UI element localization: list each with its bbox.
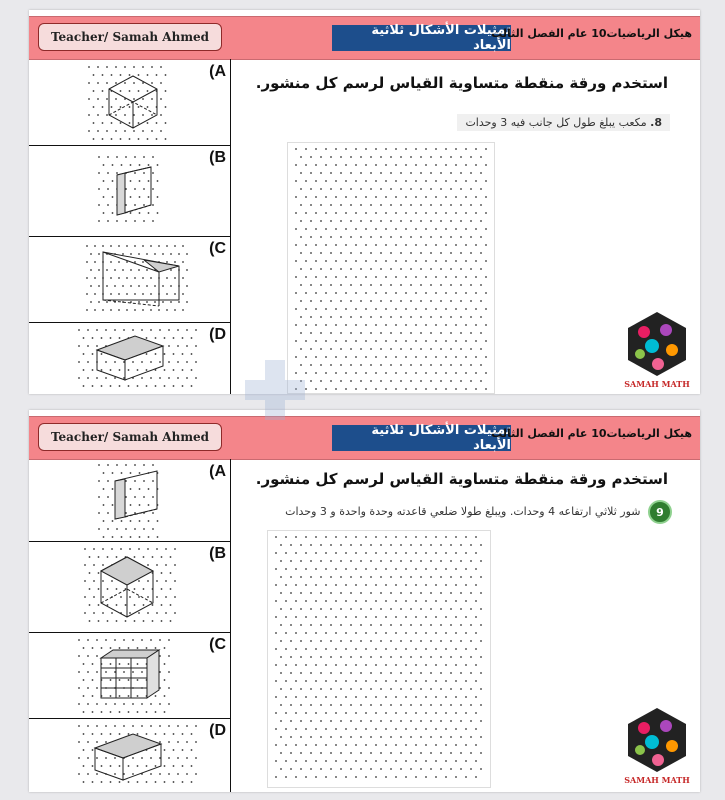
samah-math-logo (622, 310, 692, 390)
triangular-prism-small-icon (29, 145, 229, 236)
watermark-icon (245, 360, 305, 420)
option-label: (D (209, 722, 226, 739)
answer-options (29, 459, 231, 792)
question-text: مكعب يبلغ طول كل جانب فيه 3 وحدات (465, 116, 647, 129)
option-b[interactable] (29, 145, 230, 237)
option-label: (A (209, 63, 226, 80)
question-9 (285, 500, 672, 524)
option-label: (C (209, 240, 226, 257)
rectangular-prism-icon (29, 322, 229, 394)
option-label: (C (209, 636, 226, 653)
triangular-prism-small-icon (29, 459, 229, 541)
worksheet-card-1 (29, 10, 700, 394)
samah-math-logo (622, 706, 692, 786)
cube-icon (29, 541, 229, 632)
worksheet-card-2 (29, 410, 700, 792)
isometric-dot-grid[interactable] (267, 530, 491, 788)
cube-stack-icon (29, 632, 229, 718)
answer-options (29, 59, 231, 394)
topic-title: تمثيلات الأشكال ثلاثية الأبعاد (332, 25, 511, 51)
option-label: (B (209, 545, 226, 562)
logo-text: SAMAH MATH (624, 775, 690, 785)
course-title: هيكل الرياضيات10 عام الفصل الثالث (491, 427, 692, 440)
rectangular-prism-icon (29, 718, 229, 792)
option-b[interactable] (29, 541, 230, 633)
header-bar (29, 416, 700, 460)
isometric-dot-grid[interactable] (287, 142, 495, 394)
option-a[interactable] (29, 459, 230, 542)
option-c[interactable] (29, 236, 230, 323)
instruction-text: استخدم ورقة منقطة متساوية القياس لرسم كل منشور. (255, 74, 668, 92)
option-label: (D (209, 326, 226, 343)
question-text: شور ثلاثي ارتفاعه 4 وحدات. ويبلغ طولا ضلعي قاعدته وحدة واحدة و 3 وحدات (285, 505, 641, 518)
course-title: هيكل الرياضيات10 عام الفصل الثالث (491, 27, 692, 40)
header-bar (29, 16, 700, 60)
option-d[interactable] (29, 718, 230, 792)
question-8 (457, 114, 670, 131)
logo-text: SAMAH MATH (624, 379, 690, 389)
option-label: (B (209, 149, 226, 166)
option-label: (A (209, 463, 226, 480)
teacher-name: Teacher/ Samah Ahmed (38, 423, 222, 451)
option-a[interactable] (29, 59, 230, 146)
teacher-name: Teacher/ Samah Ahmed (38, 23, 222, 51)
option-d[interactable] (29, 322, 230, 394)
cube-icon (29, 59, 229, 145)
question-number: 8. (650, 116, 662, 129)
option-c[interactable] (29, 632, 230, 719)
triangular-prism-icon (29, 236, 229, 322)
instruction-text: استخدم ورقة منقطة متساوية القياس لرسم كل منشور. (255, 470, 668, 488)
topic-title: تمثيلات الأشكال ثلاثية الأبعاد (332, 425, 511, 451)
question-number-badge: 9 (648, 500, 672, 524)
